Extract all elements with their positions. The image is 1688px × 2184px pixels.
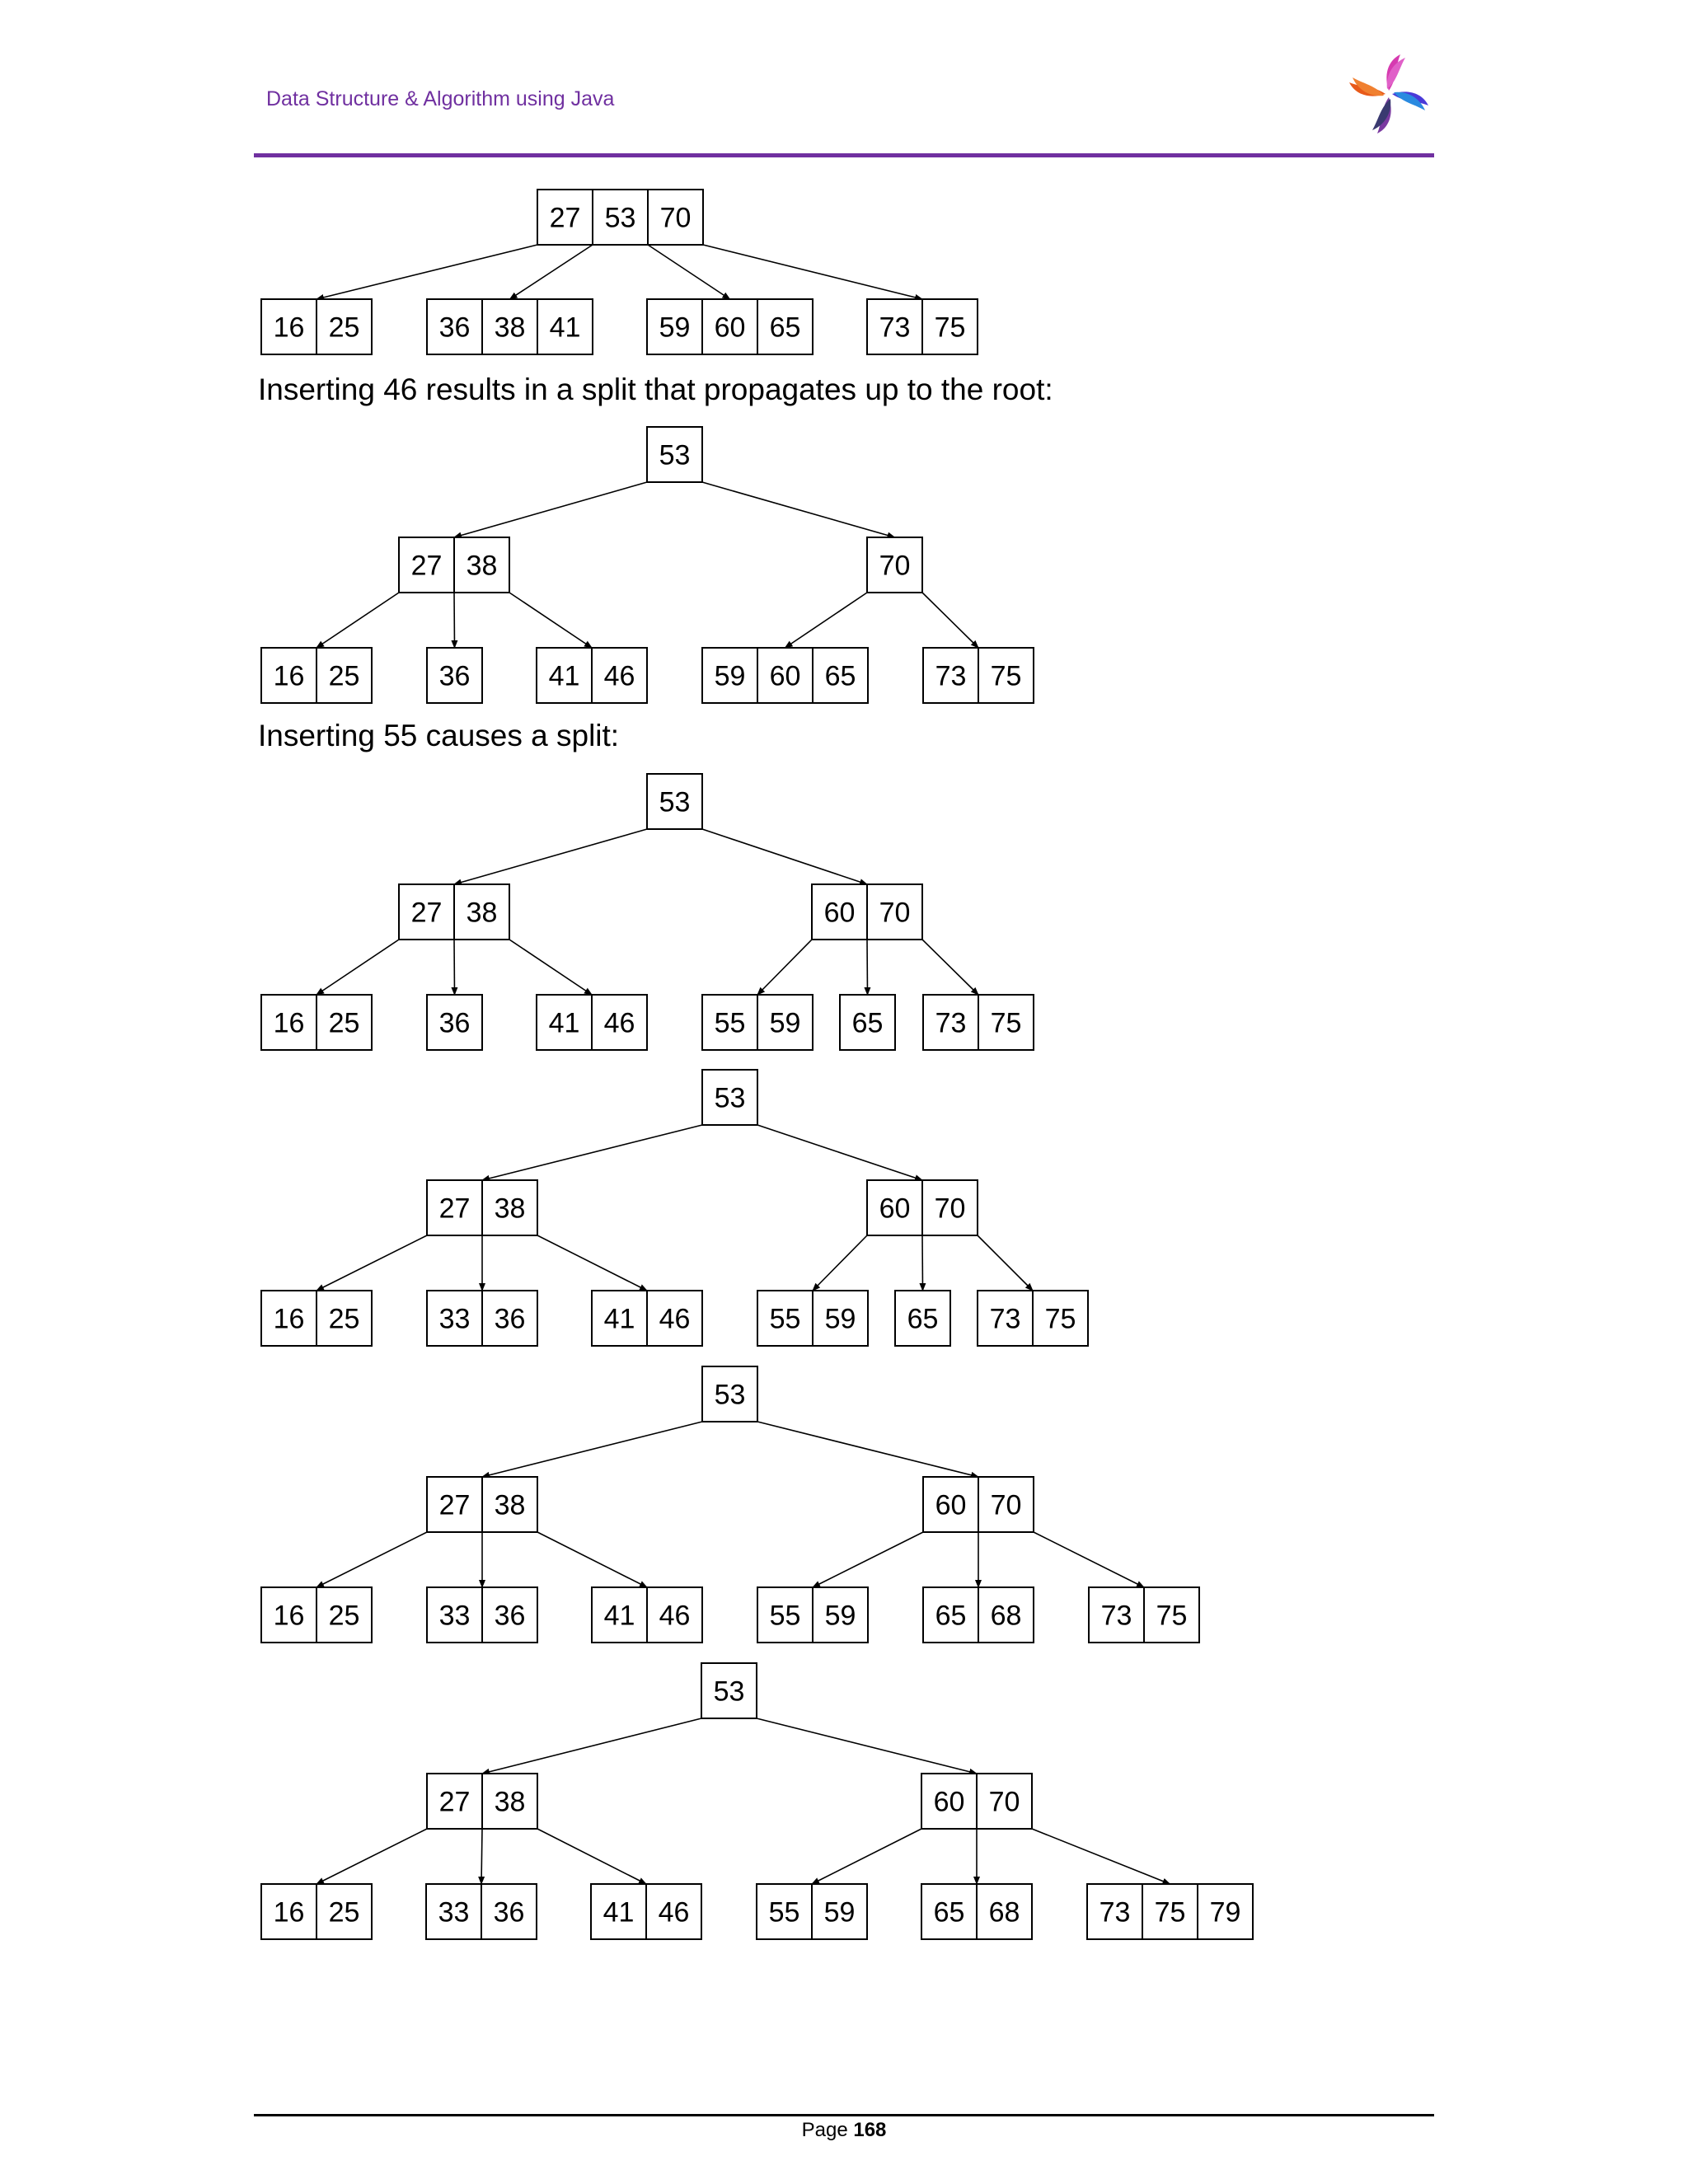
node-key: 27 [549,202,581,234]
btree-1 [261,190,978,354]
node-key: 38 [494,1193,526,1225]
node-key: 41 [548,660,580,692]
node-key: 73 [1099,1896,1131,1929]
tree-node [812,884,922,940]
tree-edge [922,1235,923,1291]
node-key: 65 [851,1007,884,1039]
tree-node [1089,1587,1199,1643]
tree-edge [316,593,399,648]
node-key: 53 [604,202,636,234]
tree-node [427,1180,537,1235]
node-key: 75 [1154,1896,1186,1929]
tree-node [923,648,1034,703]
node-key: 25 [328,1007,360,1039]
page-number: 168 [853,2119,887,2141]
tree-node [592,1291,702,1346]
tree-edge [454,482,647,537]
node-key: 73 [1100,1600,1132,1632]
node-key: 70 [990,1489,1022,1521]
caption-insert-46: Inserting 46 results in a split that propagates up to the root: [258,373,1053,406]
node-key: 65 [907,1303,939,1335]
tree-node [591,1884,701,1939]
tree-node [921,1774,1032,1829]
tree-node [702,648,868,703]
node-key: 59 [714,660,746,692]
tree-node [923,1587,1034,1643]
tree-node [923,995,1034,1050]
node-key: 70 [934,1193,966,1225]
node-key: 16 [273,1303,305,1335]
tree-edge [316,940,399,995]
node-key: 27 [438,1786,471,1818]
node-key: 36 [494,1303,526,1335]
tree-node [427,995,482,1050]
tree-node [757,1291,868,1346]
node-key: 41 [603,1303,635,1335]
tree-edge [867,940,868,995]
node-key: 73 [989,1303,1021,1335]
node-key: 73 [879,312,911,344]
node-key: 65 [935,1600,967,1632]
btree-2 [261,427,1034,703]
tree-edge [482,1718,701,1774]
node-key: 73 [935,1007,967,1039]
node-key: 70 [988,1786,1020,1818]
node-key: 60 [769,660,801,692]
node-key: 38 [466,550,498,582]
tree-node [921,1884,1032,1939]
tree-node [757,1884,867,1939]
node-key: 75 [934,312,966,344]
tree-node [427,648,482,703]
tree-node [537,190,703,245]
tree-node [647,427,702,482]
node-key: 27 [438,1489,471,1521]
tree-edge [702,829,867,884]
node-key: 60 [935,1489,967,1521]
node-key: 65 [824,660,856,692]
page-label: Page [801,2119,848,2141]
page-number-footer [0,2119,1688,2142]
tree-node [840,995,895,1050]
node-key: 75 [1156,1600,1188,1632]
node-key: 70 [879,550,911,582]
tree-node [537,648,647,703]
tree-edge [537,1829,646,1884]
node-key: 27 [410,897,443,929]
caption-insert-55: Inserting 55 causes a split: [258,719,620,752]
tree-node [427,1291,537,1346]
tree-edge [813,1532,923,1587]
tree-node [427,299,593,354]
tree-node [537,995,647,1050]
tree-edge [1032,1829,1170,1884]
node-key: 59 [823,1896,856,1929]
node-key: 27 [438,1193,471,1225]
tree-edge [702,482,895,537]
node-key: 38 [466,897,498,929]
node-key: 33 [438,1600,471,1632]
tree-node [427,1774,537,1829]
node-key: 75 [990,1007,1022,1039]
node-key: 16 [273,1896,305,1929]
node-key: 38 [494,1786,526,1818]
tree-edge [978,1235,1033,1291]
tree-node [978,1291,1088,1346]
tree-node [1087,1884,1253,1939]
tree-node [399,884,509,940]
node-key: 41 [603,1896,635,1929]
node-key: 60 [933,1786,965,1818]
node-key: 38 [494,1489,526,1521]
node-key: 79 [1209,1896,1241,1929]
tree-edge [316,1235,427,1291]
node-key: 73 [935,660,967,692]
btree-3 [261,774,1034,1050]
node-key: 33 [438,1303,471,1335]
tree-node [261,648,372,703]
tree-node [702,1366,757,1422]
tree-edge [757,1718,977,1774]
node-key: 25 [328,312,360,344]
node-key: 46 [603,1007,635,1039]
node-key: 27 [410,550,443,582]
node-key: 36 [438,660,471,692]
tree-node [757,1587,868,1643]
node-key: 41 [548,1007,580,1039]
tree-edge [454,593,455,648]
node-key: 33 [438,1896,470,1929]
node-key: 55 [714,1007,746,1039]
node-key: 75 [990,660,1022,692]
tree-edge [537,1532,647,1587]
tree-edge [454,829,647,884]
node-key: 53 [714,1082,746,1114]
node-key: 70 [659,202,692,234]
tree-node [427,1477,537,1532]
tree-node [647,774,702,829]
tree-edge [509,940,592,995]
node-key: 41 [603,1600,635,1632]
node-key: 25 [328,1896,360,1929]
node-key: 16 [273,312,305,344]
node-key: 36 [438,312,471,344]
tree-node [867,537,922,593]
node-key: 59 [824,1600,856,1632]
tree-edge [757,940,812,995]
tree-node [702,995,813,1050]
node-key: 55 [769,1600,801,1632]
node-key: 53 [713,1675,745,1708]
tree-edge [482,1125,702,1180]
tree-edge [482,1422,702,1477]
node-key: 36 [493,1896,525,1929]
node-key: 65 [933,1896,965,1929]
node-key: 16 [273,660,305,692]
tree-node [399,537,509,593]
node-key: 25 [328,1303,360,1335]
tree-edge [757,1422,978,1477]
tree-edge [812,1829,921,1884]
tree-edge [922,593,978,648]
tree-edge [813,1235,867,1291]
tree-edge [316,1532,427,1587]
tree-node [261,1884,372,1939]
tree-node [261,995,372,1050]
tree-node [867,1180,978,1235]
node-key: 59 [659,312,691,344]
tree-node [592,1587,702,1643]
tree-edge [510,245,593,299]
tree-edge [922,940,978,995]
node-key: 16 [273,1007,305,1039]
tree-node [923,1477,1034,1532]
tree-node [702,1070,757,1125]
tree-edge [509,593,592,648]
tree-node [261,1291,372,1346]
tree-node [701,1663,757,1718]
node-key: 59 [769,1007,801,1039]
node-key: 38 [494,312,526,344]
node-key: 16 [273,1600,305,1632]
tree-edge [703,245,922,299]
btree-6 [261,1663,1253,1939]
node-key: 46 [658,1896,690,1929]
node-key: 36 [494,1600,526,1632]
node-key: 46 [659,1600,691,1632]
node-key: 75 [1044,1303,1076,1335]
tree-node [427,1587,537,1643]
tree-node [261,1587,372,1643]
tree-node [647,299,813,354]
node-key: 60 [823,897,856,929]
node-key: 68 [990,1600,1022,1632]
tree-node [895,1291,950,1346]
document-header-title: Data Structure & Algorithm using Java [266,87,615,110]
tree-node [867,299,978,354]
tree-edge [785,593,868,648]
node-key: 36 [438,1007,471,1039]
tree-edge [1034,1532,1144,1587]
tree-edge [481,1829,482,1884]
tree-edge [648,245,730,299]
tree-node [261,299,372,354]
btree-4 [261,1070,1088,1346]
node-key: 46 [659,1303,691,1335]
node-key: 70 [879,897,911,929]
node-key: 59 [824,1303,856,1335]
node-key: 53 [714,1379,746,1411]
tree-edge [316,1829,427,1884]
node-key: 25 [328,1600,360,1632]
node-key: 46 [603,660,635,692]
node-key: 60 [714,312,746,344]
node-key: 65 [769,312,801,344]
node-key: 53 [659,439,691,471]
node-key: 41 [549,312,581,344]
node-key: 53 [659,786,691,818]
node-key: 68 [988,1896,1020,1929]
node-key: 55 [769,1303,801,1335]
tree-edge [757,1125,922,1180]
node-key: 60 [879,1193,911,1225]
node-key: 25 [328,660,360,692]
node-key: 55 [768,1896,800,1929]
tree-edge [316,245,537,299]
tree-edge [537,1235,647,1291]
footer-divider [254,2114,1434,2116]
tree-node [426,1884,537,1939]
tree-edge [454,940,455,995]
btree-5 [261,1366,1199,1643]
